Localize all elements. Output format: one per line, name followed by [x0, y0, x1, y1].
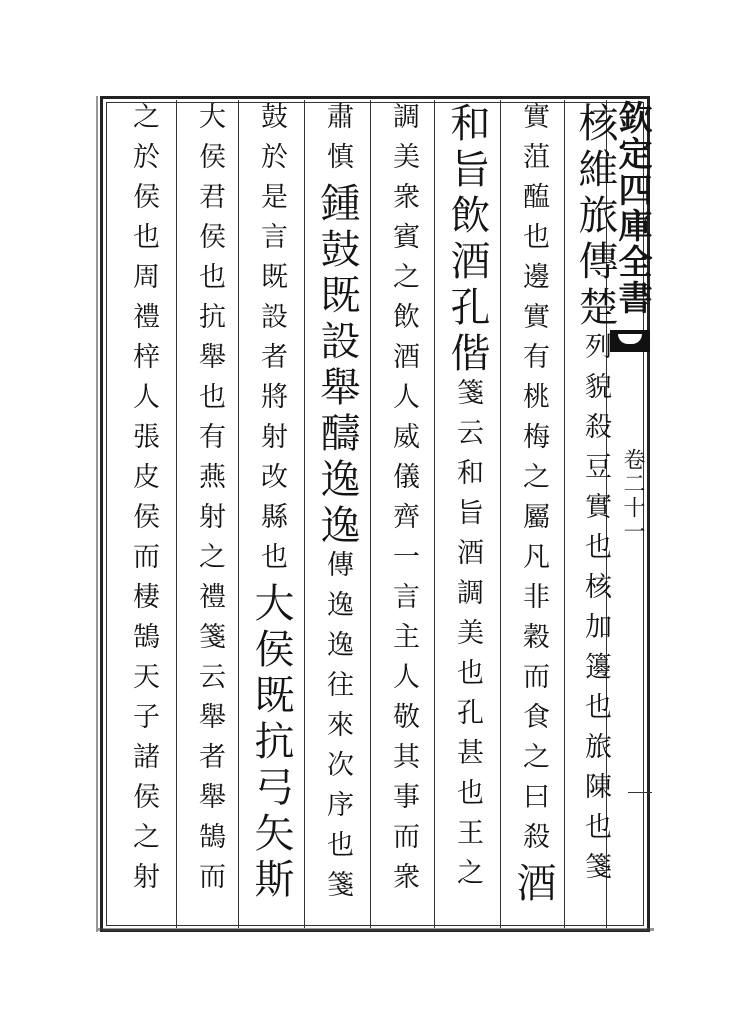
main-text: 鍾鼓既設舉醻逸逸: [314, 182, 360, 550]
commentary-text: 傳逸逸往來次序也箋: [322, 550, 353, 910]
main-text: 核維旅傳: [572, 102, 618, 286]
main-text: 大侯既抗弓矢斯: [248, 582, 294, 904]
margin-rule: [628, 792, 652, 793]
main-text: 酒: [510, 862, 556, 908]
text-column-4: [374, 102, 432, 922]
commentary-text: 箋云和旨酒調美也孔甚也王之: [452, 378, 483, 898]
column-divider: [500, 100, 501, 928]
column-divider: [564, 100, 565, 928]
column-divider: [238, 100, 239, 928]
commentary-text: 調美衆賓之飲酒人威儀齊一言主人敬其事而衆: [388, 102, 419, 902]
column-divider: [370, 100, 371, 928]
commentary-text: 之於侯也周禮梓人張皮侯而棲鵠天子諸侯之射: [128, 102, 159, 902]
text-column-5: [308, 102, 366, 922]
commentary-text: 實菹醢也邊實有桃梅之屬凡非穀而食之曰殺: [518, 102, 549, 862]
text-column-2: [504, 102, 562, 922]
column-divider: [304, 100, 305, 928]
column-divider: [434, 100, 435, 928]
scan-bleed: [96, 96, 98, 932]
text-column-6: [242, 102, 300, 922]
column-divider: [176, 100, 177, 928]
commentary-text: 鼓於是言既設者將射改縣也: [256, 102, 287, 582]
main-text: 和旨飲酒孔偕: [444, 102, 490, 378]
scan-bleed: [98, 928, 654, 931]
book-title: 欽定四庫全書: [612, 100, 652, 316]
text-column-1: [566, 102, 624, 922]
main-text: 楚: [572, 286, 618, 332]
text-column-8: [114, 102, 172, 922]
volume-mark: 卷二十一: [620, 448, 645, 544]
commentary-text: 大侯君侯也抗舉也有燕射之禮箋云舉者舉鵠而: [194, 102, 225, 902]
text-column-7: [180, 102, 238, 922]
text-column-3: [438, 102, 496, 922]
commentary-text: 列貌殺豆實也核加籩也旅陳也箋: [580, 332, 611, 892]
commentary-text: 肅慎: [322, 102, 353, 182]
